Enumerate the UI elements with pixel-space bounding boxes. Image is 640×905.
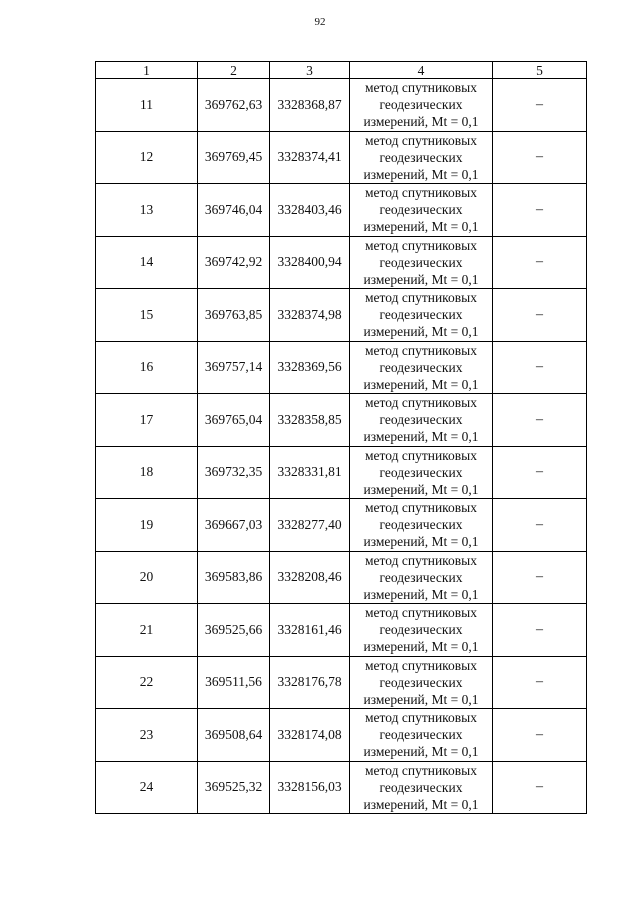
coordinate-x: 369508,64: [198, 709, 270, 762]
coordinate-x: 369525,32: [198, 761, 270, 814]
method-line: измерений, Mt = 0,1: [363, 586, 479, 602]
coordinate-y: 3328400,94: [270, 236, 350, 289]
point-number: 15: [96, 289, 198, 342]
method-description: [350, 446, 493, 499]
method-line: измерений, Mt = 0,1: [363, 796, 479, 812]
coordinate-x: 369732,35: [198, 446, 270, 499]
method-line: метод спутниковых: [365, 80, 477, 96]
point-number: 11: [96, 79, 198, 132]
point-number: 24: [96, 761, 198, 814]
table-row: [96, 236, 587, 289]
coordinate-y: 3328156,03: [270, 761, 350, 814]
coordinate-y: 3328161,46: [270, 604, 350, 657]
coordinate-x: 369583,86: [198, 551, 270, 604]
method-line: геодезических: [379, 254, 463, 270]
coordinate-x: 369525,66: [198, 604, 270, 657]
method-line: метод спутниковых: [365, 710, 477, 726]
point-number: 21: [96, 604, 198, 657]
table-row: [96, 709, 587, 762]
coordinate-x: 369742,92: [198, 236, 270, 289]
point-number: 13: [96, 184, 198, 237]
note: –: [493, 341, 587, 394]
page-number: 92: [314, 16, 326, 28]
point-number: 18: [96, 446, 198, 499]
coordinate-y: 3328374,98: [270, 289, 350, 342]
method-line: геодезических: [379, 727, 463, 743]
method-line: измерений, Mt = 0,1: [363, 481, 479, 497]
method-line: метод спутниковых: [365, 447, 477, 463]
note: –: [493, 79, 587, 132]
table-row: [96, 131, 587, 184]
method-line: геодезических: [379, 674, 463, 690]
table-row: [96, 499, 587, 552]
method-line: метод спутниковых: [365, 395, 477, 411]
method-line: геодезических: [379, 359, 463, 375]
method-line: метод спутниковых: [365, 657, 477, 673]
method-line: геодезических: [379, 202, 463, 218]
method-description: [350, 289, 493, 342]
method-description: [350, 656, 493, 709]
method-line: геодезических: [379, 569, 463, 585]
note: –: [493, 446, 587, 499]
method-line: геодезических: [379, 779, 463, 795]
method-line: геодезических: [379, 307, 463, 323]
note: –: [493, 131, 587, 184]
method-line: метод спутниковых: [365, 762, 477, 778]
method-line: измерений, Mt = 0,1: [363, 691, 479, 707]
table-body: [96, 79, 587, 814]
column-header-1: 1: [96, 62, 198, 79]
method-description: [350, 761, 493, 814]
point-number: 12: [96, 131, 198, 184]
coordinate-y: 3328374,41: [270, 131, 350, 184]
point-number: 14: [96, 236, 198, 289]
coordinate-x: 369765,04: [198, 394, 270, 447]
method-description: [350, 131, 493, 184]
note: –: [493, 656, 587, 709]
column-header-4: 4: [350, 62, 493, 79]
method-line: измерений, Mt = 0,1: [363, 324, 479, 340]
point-number: 23: [96, 709, 198, 762]
note: –: [493, 394, 587, 447]
method-description: [350, 604, 493, 657]
table-row: [96, 184, 587, 237]
method-line: измерений, Mt = 0,1: [363, 219, 479, 235]
method-line: измерений, Mt = 0,1: [363, 376, 479, 392]
coordinate-x: 369762,63: [198, 79, 270, 132]
method-line: измерений, Mt = 0,1: [363, 271, 479, 287]
coordinate-y: 3328331,81: [270, 446, 350, 499]
coordinate-y: 3328358,85: [270, 394, 350, 447]
method-line: измерений, Mt = 0,1: [363, 429, 479, 445]
method-line: геодезических: [379, 412, 463, 428]
coordinate-y: 3328174,08: [270, 709, 350, 762]
method-line: измерений, Mt = 0,1: [363, 534, 479, 550]
note: –: [493, 604, 587, 657]
method-description: [350, 341, 493, 394]
coordinate-y: 3328176,78: [270, 656, 350, 709]
table-row: [96, 604, 587, 657]
coordinate-x: 369763,85: [198, 289, 270, 342]
note: –: [493, 236, 587, 289]
table-row: [96, 446, 587, 499]
method-description: [350, 236, 493, 289]
table-row: [96, 761, 587, 814]
note: –: [493, 184, 587, 237]
coordinate-x: 369757,14: [198, 341, 270, 394]
table-row: [96, 551, 587, 604]
point-number: 22: [96, 656, 198, 709]
method-line: метод спутниковых: [365, 552, 477, 568]
note: –: [493, 551, 587, 604]
coordinate-x: 369746,04: [198, 184, 270, 237]
note: –: [493, 761, 587, 814]
method-description: [350, 551, 493, 604]
method-line: геодезических: [379, 464, 463, 480]
coordinate-y: 3328368,87: [270, 79, 350, 132]
coordinate-x: 369769,45: [198, 131, 270, 184]
table-row: [96, 79, 587, 132]
note: –: [493, 289, 587, 342]
method-line: измерений, Mt = 0,1: [363, 639, 479, 655]
method-line: измерений, Mt = 0,1: [363, 744, 479, 760]
table-row: [96, 394, 587, 447]
method-description: [350, 709, 493, 762]
method-line: геодезических: [379, 97, 463, 113]
method-description: [350, 184, 493, 237]
method-description: [350, 394, 493, 447]
coordinate-x: 369511,56: [198, 656, 270, 709]
column-header-3: 3: [270, 62, 350, 79]
column-header-5: 5: [493, 62, 587, 79]
method-line: метод спутниковых: [365, 237, 477, 253]
method-line: измерений, Mt = 0,1: [363, 114, 479, 130]
note: –: [493, 499, 587, 552]
method-line: метод спутниковых: [365, 605, 477, 621]
table-row: [96, 656, 587, 709]
method-description: [350, 499, 493, 552]
method-description: [350, 79, 493, 132]
method-line: измерений, Mt = 0,1: [363, 166, 479, 182]
method-line: геодезических: [379, 149, 463, 165]
method-line: геодезических: [379, 622, 463, 638]
point-number: 17: [96, 394, 198, 447]
coordinate-x: 369667,03: [198, 499, 270, 552]
coordinate-y: 3328369,56: [270, 341, 350, 394]
point-number: 20: [96, 551, 198, 604]
method-line: метод спутниковых: [365, 500, 477, 516]
table-row: [96, 341, 587, 394]
method-line: метод спутниковых: [365, 185, 477, 201]
coordinate-y: 3328403,46: [270, 184, 350, 237]
method-line: метод спутниковых: [365, 132, 477, 148]
coordinate-y: 3328208,46: [270, 551, 350, 604]
column-header-2: 2: [198, 62, 270, 79]
coordinates-table: [95, 61, 587, 814]
point-number: 19: [96, 499, 198, 552]
method-line: метод спутниковых: [365, 342, 477, 358]
point-number: 16: [96, 341, 198, 394]
method-line: геодезических: [379, 517, 463, 533]
table-row: [96, 289, 587, 342]
note: –: [493, 709, 587, 762]
table-header-row: [96, 62, 587, 79]
method-line: метод спутниковых: [365, 290, 477, 306]
coordinate-y: 3328277,40: [270, 499, 350, 552]
